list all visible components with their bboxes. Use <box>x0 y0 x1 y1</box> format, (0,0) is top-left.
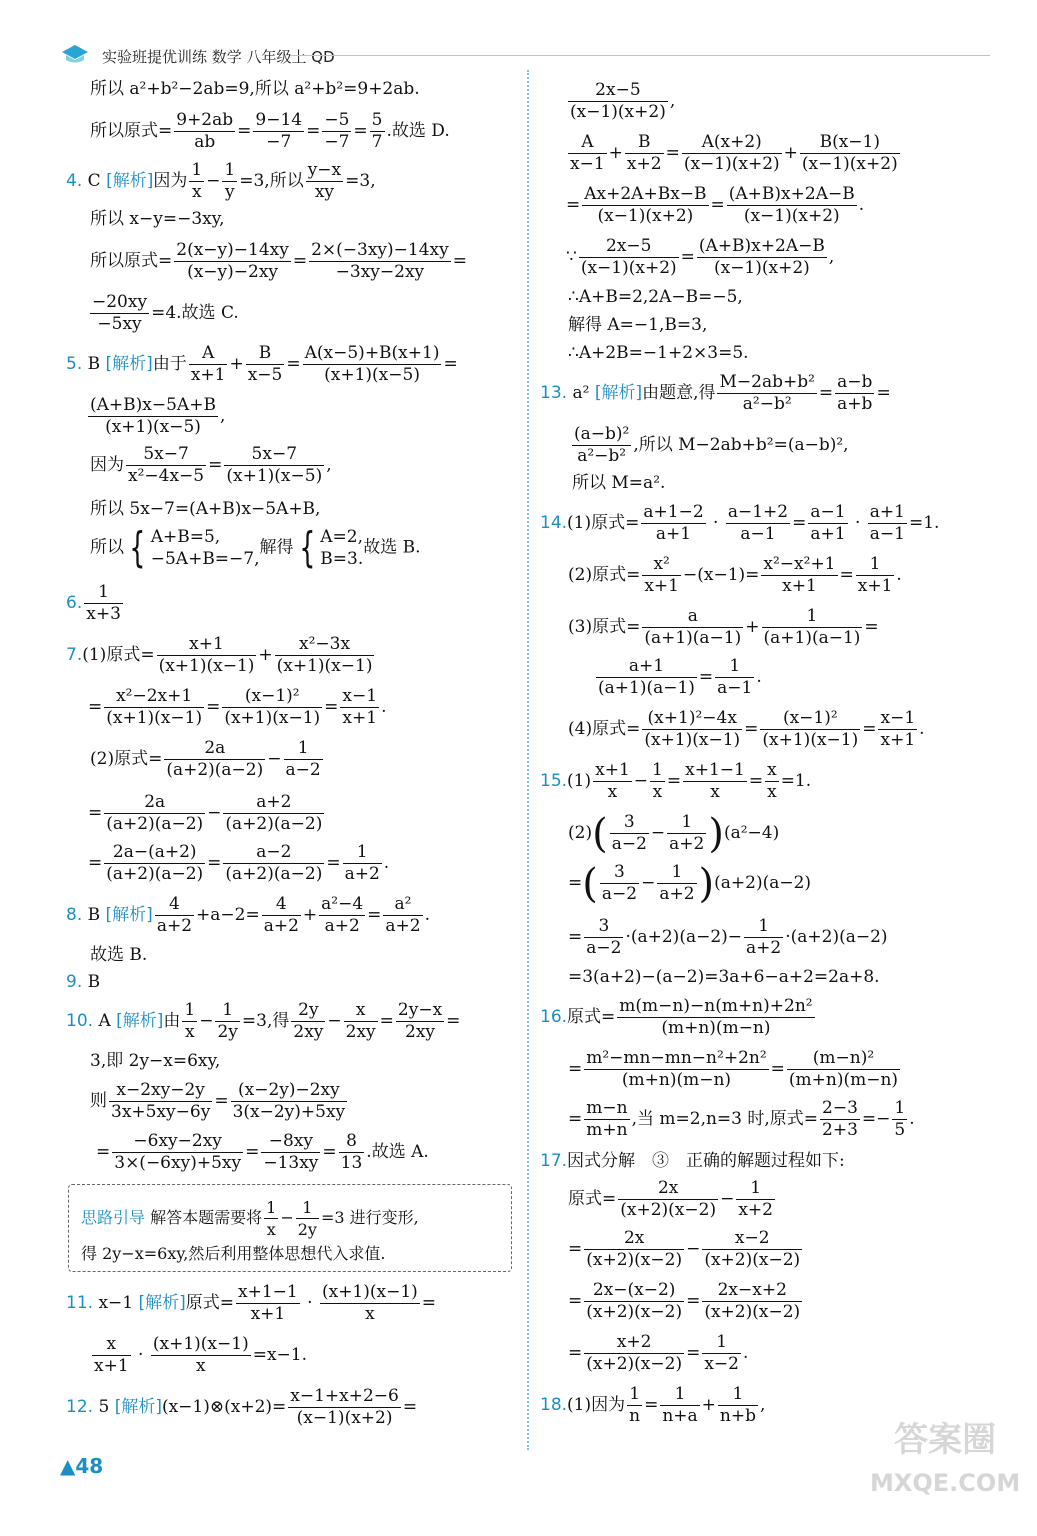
answer-line: = $\frac{2x-(x-2)}{(x+2)(x-2)}$ = $\frac{2x-x+2}{(x+2)(x-2)}$ <box>568 1280 801 1322</box>
question-17: 17.因式分解 ③ 正确的解题过程如下: <box>540 1151 845 1171</box>
question-8: 8. B [解析] $\frac{4}{a+2}$ +a−2= $\frac{4}{a+2}$ + $\frac{\text{a²−4}}{a+2}$ = $\frac{\text{a²}}{a+2}$ . <box>66 894 431 936</box>
answer-line: $\frac{a+1}{(a+1)(a-1)}$ = $\frac{1}{a-1}$ . <box>598 656 762 698</box>
hint-label: 思路引导 <box>81 1208 146 1227</box>
answer-line: (2)( $\frac{3}{a-2}$ − $\frac{1}{a+2}$ )(a²−4) <box>568 810 780 857</box>
answer-line: 因为 $\frac{5x-7}{\text{x²−4x−5}}$ = $\frac{5x-7}{(x+1)(x-5)}$ , <box>90 444 332 486</box>
question-9: 9. B <box>66 972 101 992</box>
answer-line: 所以原式= $\frac{2(x-y)-14xy}{(x-y)-2xy}$ = $\frac{2\times(-3xy)-14xy}{-3xy-2xy}$ = <box>90 240 467 282</box>
answer-line: $\frac{\text{(a−b)²}}{\text{a²−b²}}$ ,所以 M−2ab+b²=(a−b)², <box>574 424 849 466</box>
answer-line: = $\frac{3}{a-2}$ ·(a+2)(a−2)− $\frac{1}{a+2}$ ·(a+2)(a−2) <box>568 916 888 958</box>
answer-line: = $\frac{\text{m²−mn−mn−n²+2n²}}{(m+n)(m-n)}$ = $\frac{\text{(m−n)²}}{(m+n)(m-n)}$ <box>568 1048 899 1090</box>
answer-line: 3,即 2y−x=6xy, <box>90 1051 221 1071</box>
answer-line: 则 $\frac{x-2xy-2y}{3x+5xy-6y}$ = $\frac{(x-2y)-2xy}{3(x-2y)+5xy}$ <box>90 1080 346 1122</box>
answer-line: (2)原式= $\frac{\text{x²}}{x+1}$ −(x−1)= $\frac{\text{x²−x²+1}}{x+1}$ = $\frac{1}{x+1}$ . <box>568 554 902 596</box>
answer-line: ∴A+2B=−1+2×3=5. <box>568 343 749 363</box>
answer-line: (4)原式= $\frac{\text{(x+1)²−4x}}{(x+1)(x-1)}$ = $\frac{\text{(x−1)²}}{(x+1)(x-1)}$ = $\frac{x-1}{x+1}$ . <box>568 708 925 750</box>
answer-line: =3(a+2)−(a−2)=3a+6−a+2=2a+8. <box>568 967 880 987</box>
answer-line: 所以 5x−7=(A+B)x−5A+B, <box>90 499 321 519</box>
answer-line: 所以 a²+b²−2ab=9,所以 a²+b²=9+2ab. <box>90 79 420 99</box>
answer-line: 所以 M=a². <box>572 473 666 493</box>
question-6: 6. $\frac{1}{x+3}$ <box>66 582 121 624</box>
answer-line: 所以原式= $\frac{9+2ab}{ab}$ = $\frac{9-14}{-7}$ = $\frac{-5}{-7}$ = $\frac{5}{7}$ .故选 D. <box>90 110 450 152</box>
page-number: ▲48 <box>60 1454 104 1478</box>
answer-line: = $\frac{x+2}{(x+2)(x-2)}$ = $\frac{1}{x-2}$ . <box>568 1332 749 1374</box>
answer-line: 所以 x−y=−3xy, <box>90 209 225 229</box>
watermark: 答案圈 MXQE.COM <box>870 1420 1021 1497</box>
answer-line: = $\frac{2a}{(a+2)(a-2)}$ − $\frac{a+2}{(a+2)(a-2)}$ <box>88 792 323 834</box>
answer-line: =( $\frac{3}{a-2}$ − $\frac{1}{a+2}$ )(a+2)(a−2) <box>568 860 812 907</box>
question-12: 12. 5 [解析](x−1)⊗(x+2)= $\frac{x-1+x+2-6}{(x-1)(x+2)}$ = <box>66 1386 418 1428</box>
answer-line: = $\frac{2x}{(x+2)(x-2)}$ − $\frac{x-2}{(x+2)(x-2)}$ <box>568 1228 801 1270</box>
answer-line: = $\frac{-6xy-2xy}{3\times(-6xy)+5xy}$ = $\frac{-8xy}{-13xy}$ = $\frac{8}{13}$ .故选 A. <box>96 1131 429 1173</box>
answer-line: $\frac{A}{x-1}$ + $\frac{B}{x+2}$ = $\frac{A(x+2)}{(x-1)(x+2)}$ + $\frac{B(x-1)}{(x-1)(x+2)}$ <box>570 132 898 174</box>
question-7: 7.(1)原式= $\frac{x+1}{(x+1)(x-1)}$ + $\frac{\text{x²−3x}}{(x+1)(x-1)}$ <box>66 634 373 676</box>
question-10: 10. A [解析]由 $\frac{1}{x}$ − $\frac{1}{2y}$ =3,得 $\frac{2y}{2xy}$ − $\frac{x}{2xy}$ = $\frac{2y-x}{2xy}$ = <box>66 1000 461 1042</box>
column-divider <box>527 70 529 1450</box>
answer-line: ∵ $\frac{2x-5}{(x-1)(x+2)}$ = $\frac{(A+B)x+2A-B}{(x-1)(x+2)}$ , <box>566 236 835 278</box>
answer-line: 解得 A=−1,B=3, <box>568 315 708 335</box>
answer-line: ∴A+B=2,2A−B=−5, <box>568 287 743 307</box>
hint-line: 思路引导 解答本题需要将 $\frac{1}{x}$ − $\frac{1}{2y}$ =3 进行变形, <box>81 1198 419 1239</box>
question-14: 14.(1)原式= $\frac{a+1-2}{a+1}$ · $\frac{a-1+2}{a-1}$ = $\frac{a-1}{a+1}$ · $\frac{a+1}{a-1}$ =1. <box>540 502 940 544</box>
question-13: 13. a² [解析]由题意,得 $\frac{\text{M−2ab+b²}}{\text{a²−b²}}$ = $\frac{a-b}{a+b}$ = <box>540 372 891 414</box>
header-rule <box>290 55 990 56</box>
answer-line: = $\frac{2a-(a+2)}{(a+2)(a-2)}$ = $\frac{a-2}{(a+2)(a-2)}$ = $\frac{1}{a+2}$ . <box>88 842 390 884</box>
book-logo-icon <box>60 42 90 64</box>
answer-line: 故选 B. <box>90 945 148 965</box>
hint-line: 得 2y−x=6xy,然后利用整体思想代入求值. <box>81 1244 386 1263</box>
answer-line: (2)原式= $\frac{2a}{(a+2)(a-2)}$ − $\frac{1}{a-2}$ <box>90 738 321 780</box>
answer-line: $\frac{x}{x+1}$ · $\frac{(x+1)(x-1)}{x}$ =x−1. <box>94 1334 307 1376</box>
question-5: 5. B [解析]由于 $\frac{A}{x+1}$ + $\frac{B}{x-5}$ = $\frac{A(x-5)+B(x+1)}{(x+1)(x-5)}$ = <box>66 343 458 385</box>
answer-line: $\frac{2x-5}{(x-1)(x+2)}$ , <box>570 80 676 122</box>
question-11: 11. x−1 [解析]原式= $\frac{x+1-1}{x+1}$ · $\frac{(x+1)(x-1)}{x}$ = <box>66 1282 437 1324</box>
header-title: 实验班提优训练 数学 八年级上 QD <box>102 48 335 66</box>
answer-line: 原式= $\frac{2x}{(x+2)(x-2)}$ − $\frac{1}{x+2}$ <box>568 1178 773 1220</box>
answer-line: $\frac{(A+B)x-5A+B}{(x+1)(x-5)}$ , <box>90 395 226 437</box>
answer-line: 所以 { A+B=5, −5A+B=−7,解得 { A=2, B=3.故选 B. <box>90 523 421 572</box>
question-16: 16.原式= $\frac{\text{m(m−n)−n(m+n)+2n²}}{(m+n)(m-n)}$ <box>540 996 813 1038</box>
answer-line: (3)原式= $\frac{a}{(a+1)(a-1)}$ + $\frac{1}{(a+1)(a-1)}$ = <box>568 606 879 648</box>
answer-line: = $\frac{m-n}{m+n}$ ,当 m=2,n=3 时,原式= $\frac{2-3}{2+3}$ =− $\frac{1}{5}$ . <box>568 1098 915 1140</box>
question-18: 18.(1)因为 $\frac{1}{n}$ = $\frac{1}{n+a}$ + $\frac{1}{n+b}$ , <box>540 1384 766 1426</box>
question-15: 15.(1) $\frac{x+1}{x}$ − $\frac{1}{x}$ = $\frac{x+1-1}{x}$ = $\frac{x}{x}$ =1. <box>540 760 812 802</box>
question-4: 4. C [解析]因为 $\frac{1}{x}$ − $\frac{1}{y}$ =3,所以 $\frac{y-x}{xy}$ =3, <box>66 160 376 202</box>
answer-line: = $\frac{\text{x²−2x+1}}{(x+1)(x-1)}$ = $\frac{\text{(x−1)²}}{(x+1)(x-1)}$ = $\frac{x-1}{x+1}$ . <box>88 686 387 728</box>
answer-line: $\frac{-20xy}{-5xy}$ =4.故选 C. <box>92 292 239 334</box>
page-header <box>60 38 990 68</box>
hint-box <box>68 1184 512 1272</box>
answer-line: = $\frac{Ax+2A+Bx-B}{(x-1)(x+2)}$ = $\frac{(A+B)x+2A-B}{(x-1)(x+2)}$ . <box>566 184 865 226</box>
